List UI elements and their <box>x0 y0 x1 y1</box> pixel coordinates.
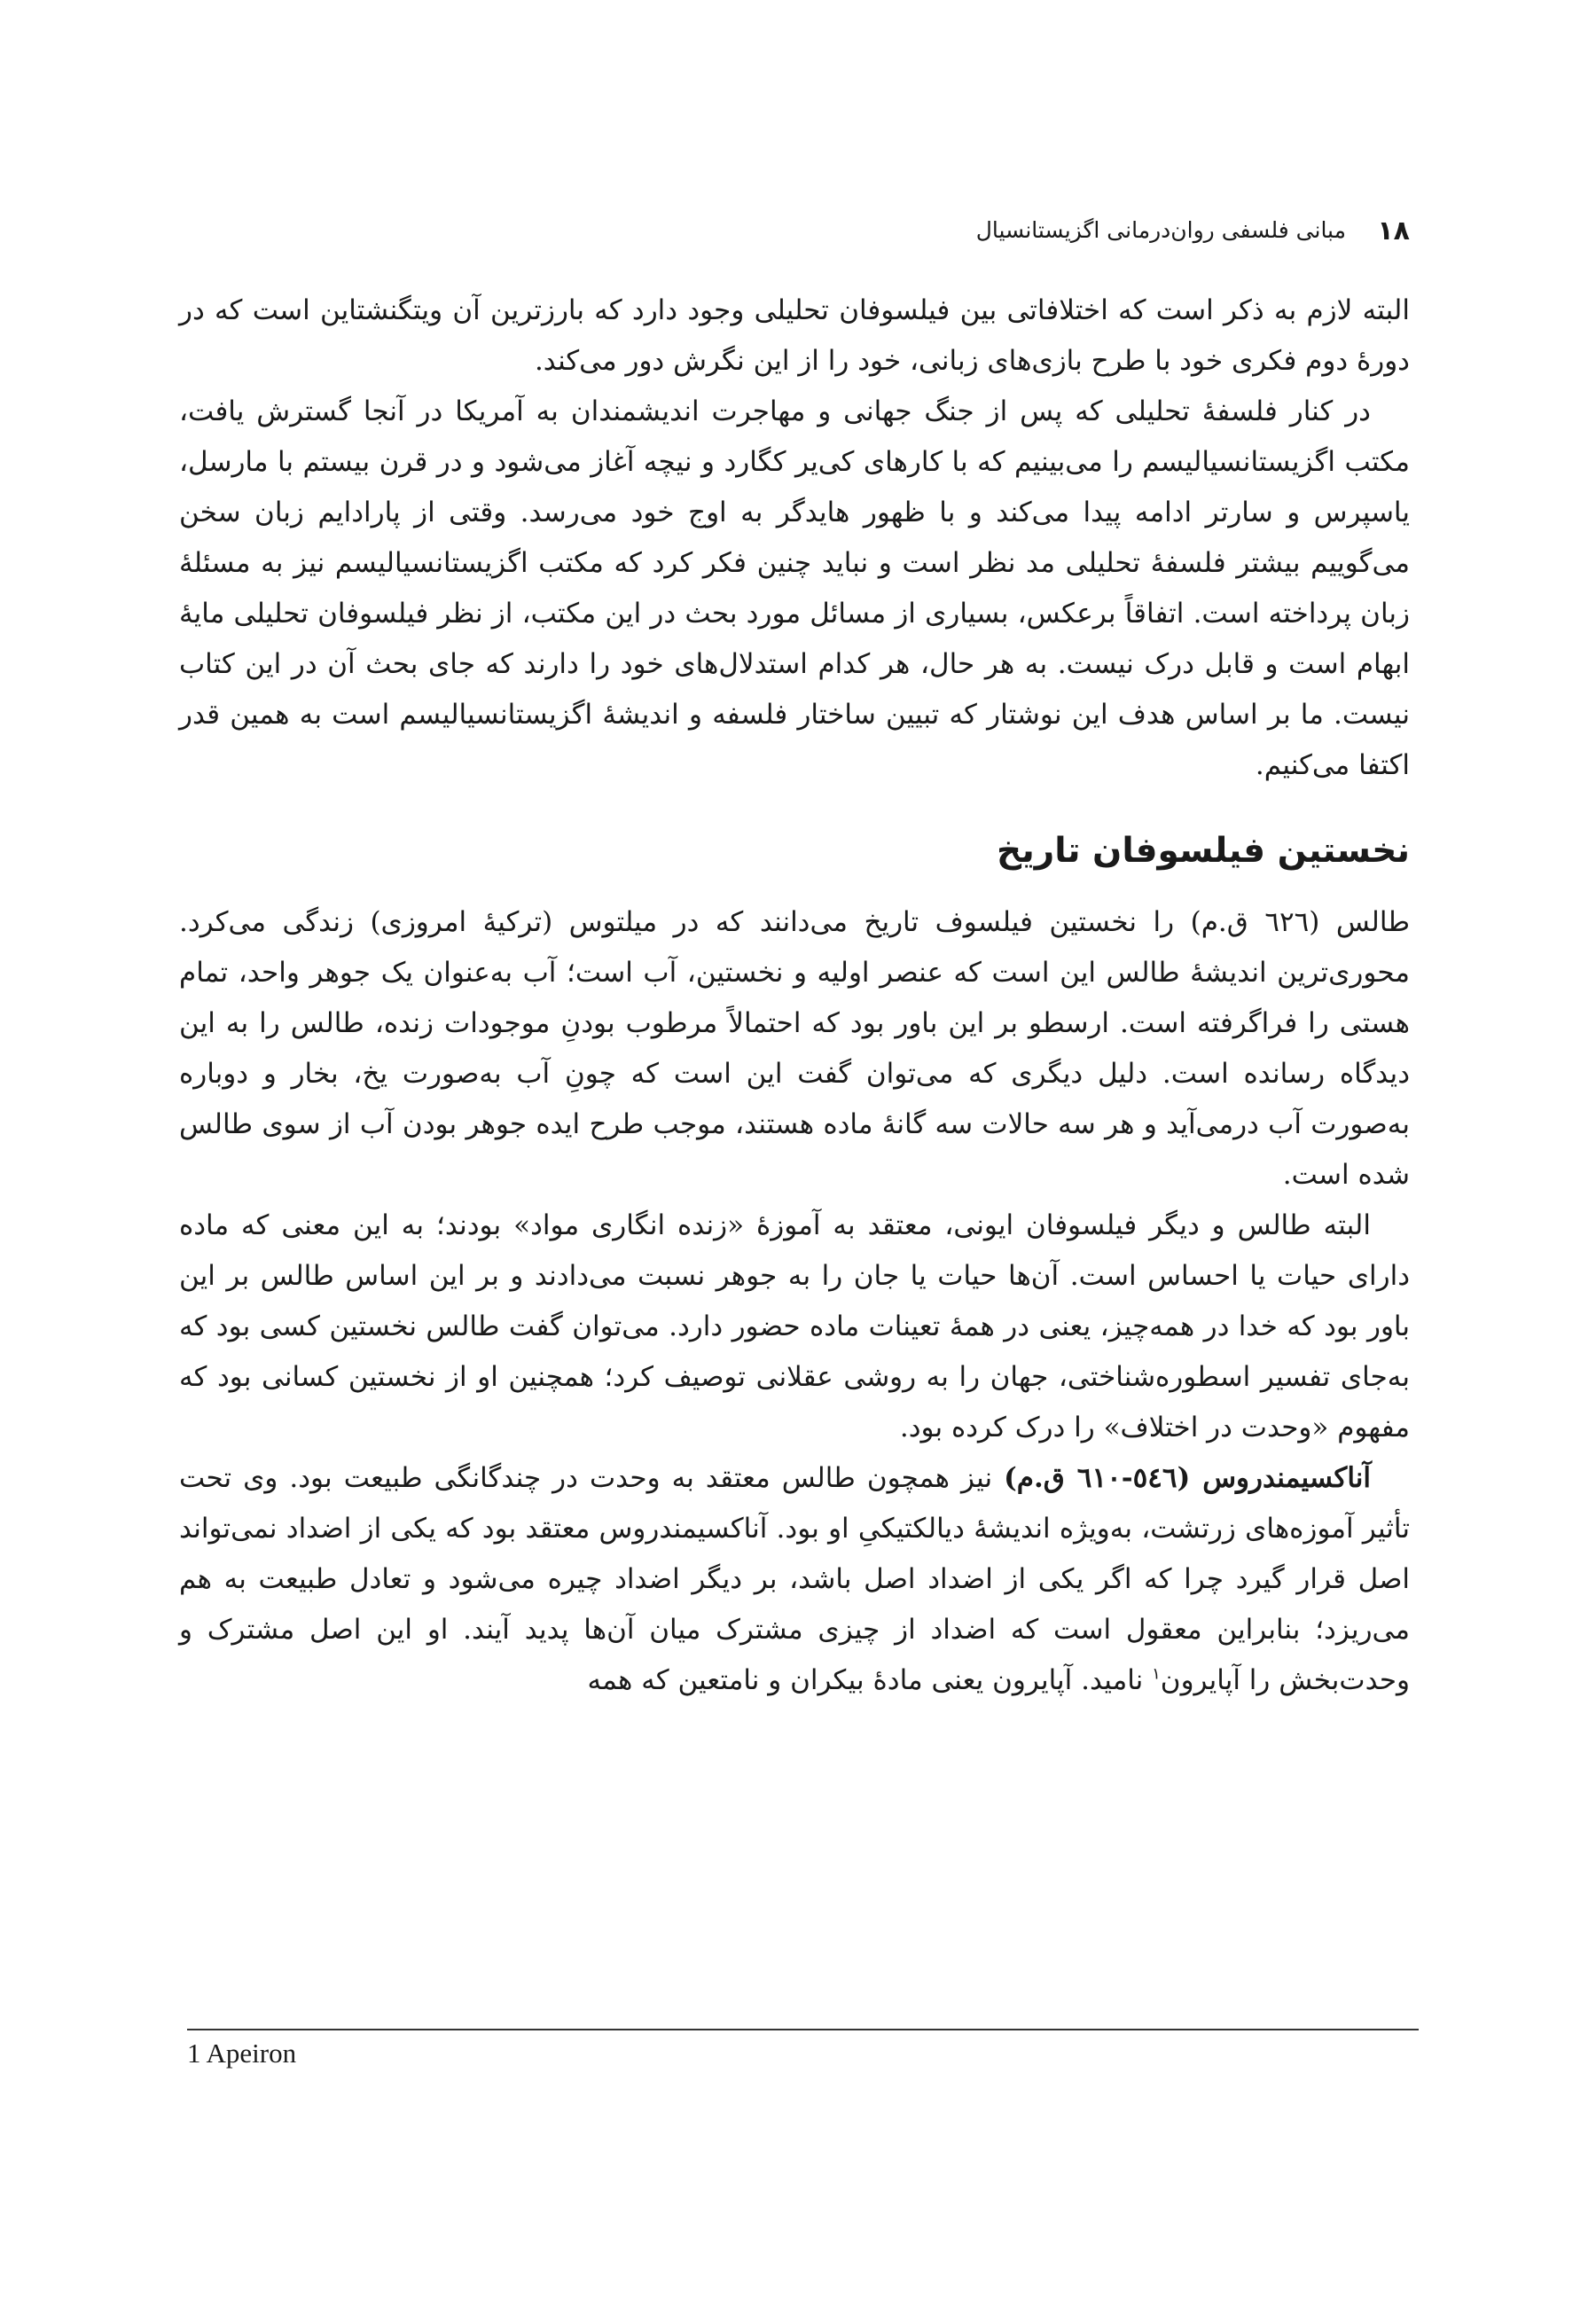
paragraph: البته لازم به ذکر است که اختلافاتی بین فیلسوفان تحلیلی وجود دارد که بارزترین آن ویتگنشتاین است که در دورهٔ دوم فکری خود با طرح بازی‌های زبانی، خود را از این نگرش دور می‌کند. <box>179 294 1410 377</box>
running-title: مبانی فلسفی روان‌درمانی اگزیستانسیال <box>975 217 1346 243</box>
paragraph: طالس (٦٢٦ ق.م) را نخستین فیلسوف تاریخ می‌دانند که در میلتوس (ترکیهٔ امروزی) زندگی می‌کرد. محوری‌ترین اندیشهٔ طالس این است که عنصر اولیه و نخستین، آب است؛ آب به‌عنوان یک جوهر واحد، تمام هستی را فراگرفته است. ارسطو بر این باور بود که احتمالاً مرطوب بودنِ موجودات زنده، طالس را به این دیدگاه رسانده است. دلیل دیگری که می‌توان گفت این است که چونِ آب به‌صورت یخ، بخار و دوباره به‌صورت آب درمی‌آید و هر سه حالات سه گانهٔ ماده هستند، موجب طرح ایده جوهر بودن آب از سوی طالس شده است. <box>179 906 1410 1191</box>
paragraph: در کنار فلسفهٔ تحلیلی که پس از جنگ جهانی و مهاجرت اندیشمندان به آمریکا در آنجا گسترش یافت، مکتب اگزیستانسیالیسم را می‌بینیم که با کارهای کی‌یر کگارد و نیچه آغاز می‌شود و در قرن بیستم با مارسل، یاسپرس و سارتر ادامه پیدا می‌کند و با ظهور هایدگر به اوج خود می‌رسد. وقتی از پارادایم زبان سخن می‌گوییم بیشتر فلسفهٔ تحلیلی مد نظر است و نباید چنین فکر کرد که مکتب اگزیستانسیالیسم نیز به مسئلهٔ زبان پرداخته است. اتفاقاً برعکس، بسیاری از مسائل مورد بحث در این مکتب، از نظر فیلسوفان تحلیلی مایهٔ ابهام است و قابل درک نیست. به هر حال، هر کدام استدلال‌های خود را دارند که جای بحث آن در این کتاب نیست. ما بر اساس هدف این نوشتار که تبیین ساختار فلسفه و اندیشهٔ اگزیستانسیالیسم است به همین قدر اکتفا می‌کنیم. <box>179 395 1411 781</box>
section-heading: نخستین فیلسوفان تاریخ <box>996 831 1410 871</box>
paragraph-anaximander <box>179 1453 1410 1706</box>
philosopher-name: آناکسیمندروس (٥٤٦-٦١٠ ق.م) <box>1004 1462 1372 1494</box>
body-text <box>179 286 1410 1706</box>
page-header <box>186 215 1410 251</box>
footnote-divider <box>187 2029 1419 2030</box>
paragraph-text: نامید. آپایرون یعنی مادهٔ بیکران و نامتعین که همه <box>587 1664 1153 1696</box>
footnote: 1 Apeiron <box>187 2038 297 2069</box>
paragraph-text: نیز همچون طالس معتقد به وحدت در چندگانگی طبیعت بود. وی تحت تأثیر آموزه‌های زرتشت، به‌ویژه اندیشهٔ دیالکتیکیِ او بود. آناکسیمندروس معتقد بود که یکی از اضداد نمی‌تواند اصل قرار گیرد چرا که اگر یکی از اضداد اصل باشد، بر دیگر اضداد چیره می‌شود و تعادل طبیعت به هم می‌ریزد؛ بنابراین معقول است که اضداد از چیزی مشترک میان آن‌ها پدید آیند. او این اصل مشترک و وحدت‌بخش را آپایرون <box>179 1462 1410 1696</box>
paragraph: البته طالس و دیگر فیلسوفان ایونی، معتقد به آموزهٔ «زنده انگاری مواد» بودند؛ به این معنی که ماده دارای حیات یا احساس است. آن‌ها حیات یا جان را به جوهر نسبت می‌دادند و بر این اساس طالس بر این باور بود که خدا در همه‌چیز، یعنی در همهٔ تعینات ماده حضور دارد. می‌توان گفت طالس نخستین کسی بود که به‌جای تفسیر اسطوره‌شناختی، جهان را به روشی عقلانی توصیف کرد؛ همچنین او از نخستین کسانی بود که مفهوم «وحدت در اختلاف» را درک کرده بود. <box>179 1209 1410 1443</box>
page-number: ۱۸ <box>1377 215 1410 246</box>
footnote-marker: ۱ <box>1152 1664 1161 1684</box>
